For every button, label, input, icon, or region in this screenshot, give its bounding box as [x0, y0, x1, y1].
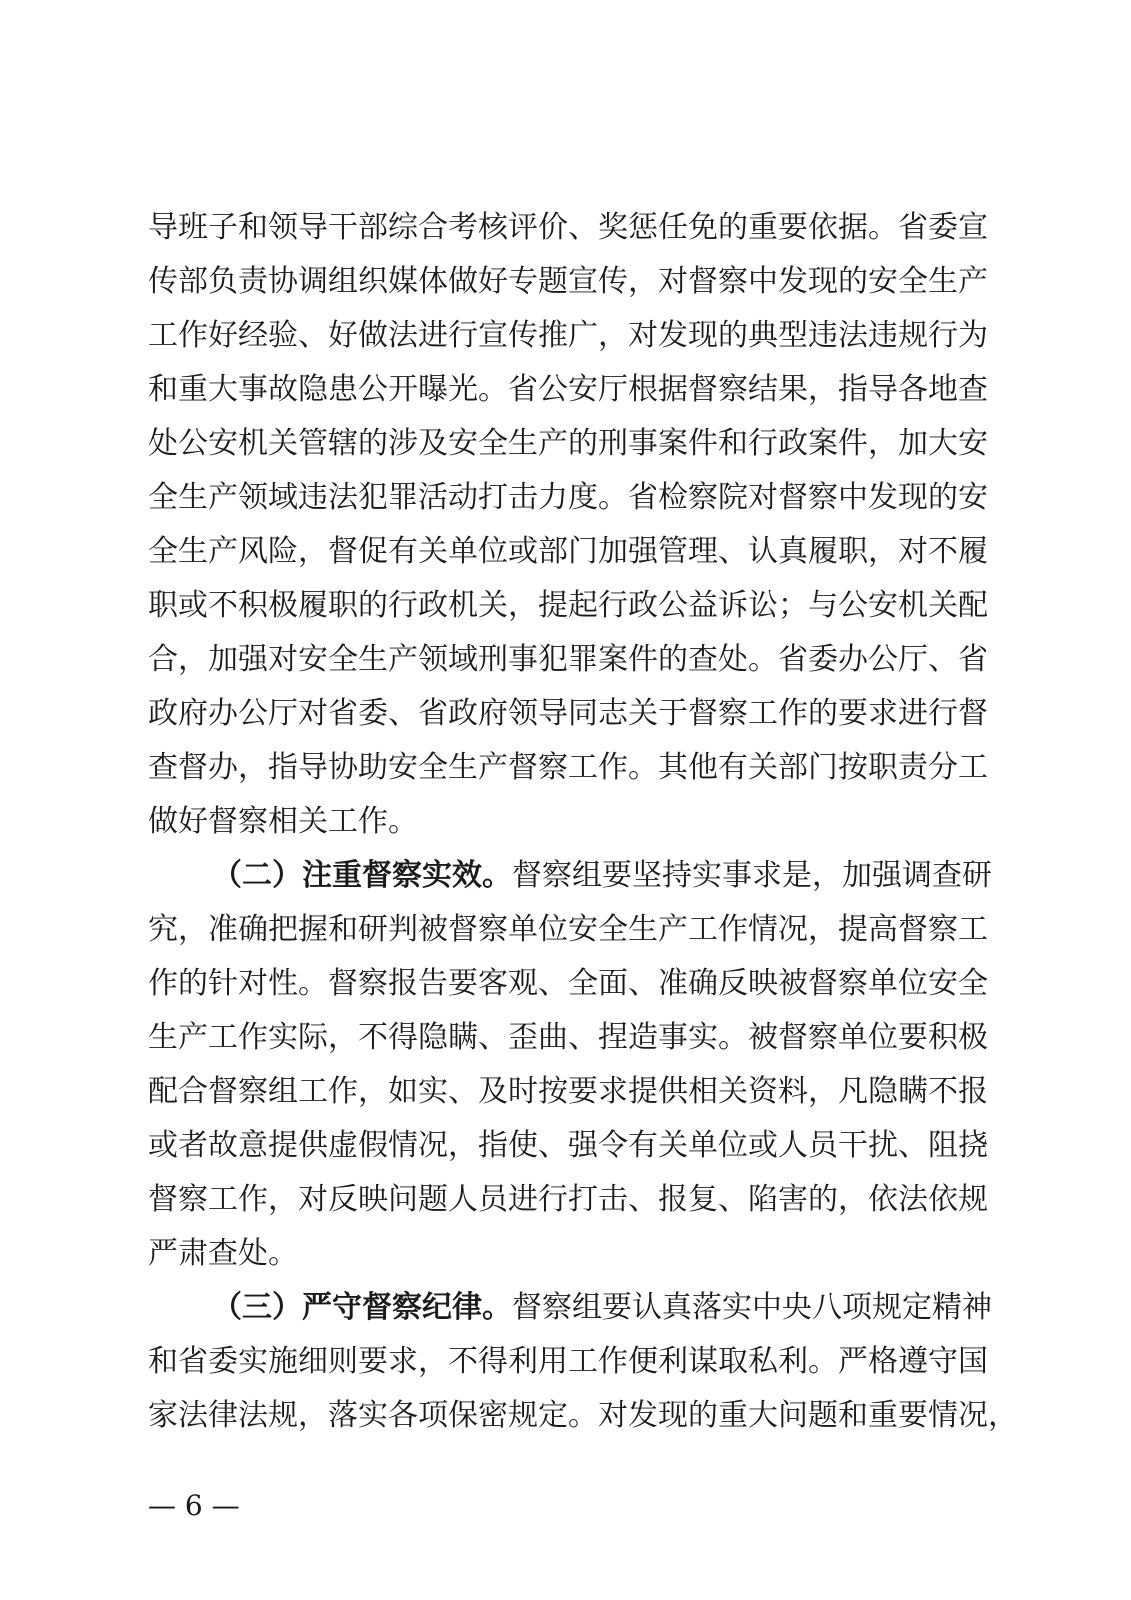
text-line: 全生产风险，督促有关单位或部门加强管理、认真履职，对不履 [148, 534, 988, 569]
text-line: 严肃查处。 [148, 1236, 298, 1271]
section-2-heading: （二）注重督察实效。 [212, 858, 512, 893]
text-line: 职或不积极履职的行政机关，提起行政公益诉讼；与公安机关配 [148, 588, 988, 623]
text-line: 处公安机关管辖的涉及安全生产的刑事案件和行政案件，加大安 [148, 426, 988, 461]
text-line: 全生产领域违法犯罪活动打击力度。省检察院对督察中发现的安 [148, 480, 988, 515]
section-3-heading: （三）严守督察纪律。 [212, 1290, 512, 1325]
text-line: 或者故意提供虚假情况，指使、强令有关单位或人员干扰、阻挠 [148, 1128, 988, 1163]
text-line: 作的针对性。督察报告要客观、全面、准确反映被督察单位安全 [148, 966, 988, 1001]
section-2-first-line-text: 督察组要坚持实事求是，加强调查研 [512, 858, 992, 893]
text-line: 家法律法规，落实各项保密规定。对发现的重大问题和重要情况， [148, 1398, 1018, 1433]
text-line: 配合督察组工作，如实、及时按要求提供相关资料，凡隐瞒不报 [148, 1074, 988, 1109]
text-line: 导班子和领导干部综合考核评价、奖惩任免的重要依据。省委宣 [148, 210, 988, 245]
section-2-first-line [212, 856, 992, 896]
text-line: 查督办，指导协助安全生产督察工作。其他有关部门按职责分工 [148, 750, 988, 785]
text-line: 工作好经验、好做法进行宣传推广，对发现的典型违法违规行为 [148, 318, 988, 353]
text-line: 究，准确把握和研判被督察单位安全生产工作情况，提高督察工 [148, 912, 988, 947]
text-line: 和省委实施细则要求，不得利用工作便利谋取私利。严格遵守国 [148, 1344, 988, 1379]
text-line: 政府办公厅对省委、省政府领导同志关于督察工作的要求进行督 [148, 696, 988, 731]
text-line: 督察工作，对反映问题人员进行打击、报复、陷害的，依法依规 [148, 1182, 988, 1217]
text-line: 生产工作实际，不得隐瞒、歪曲、捏造事实。被督察单位要积极 [148, 1020, 988, 1055]
text-line: 合，加强对安全生产领域刑事犯罪案件的查处。省委办公厅、省 [148, 642, 988, 677]
text-line: 和重大事故隐患公开曝光。省公安厅根据督察结果，指导各地查 [148, 372, 988, 407]
page-number: — 6 — [148, 1489, 240, 1522]
section-3-first-line-text: 督察组要认真落实中央八项规定精神 [512, 1290, 992, 1325]
section-3-first-line [212, 1288, 992, 1328]
text-line: 做好督察相关工作。 [148, 804, 418, 839]
text-line: 传部负责协调组织媒体做好专题宣传，对督察中发现的安全生产 [148, 264, 988, 299]
